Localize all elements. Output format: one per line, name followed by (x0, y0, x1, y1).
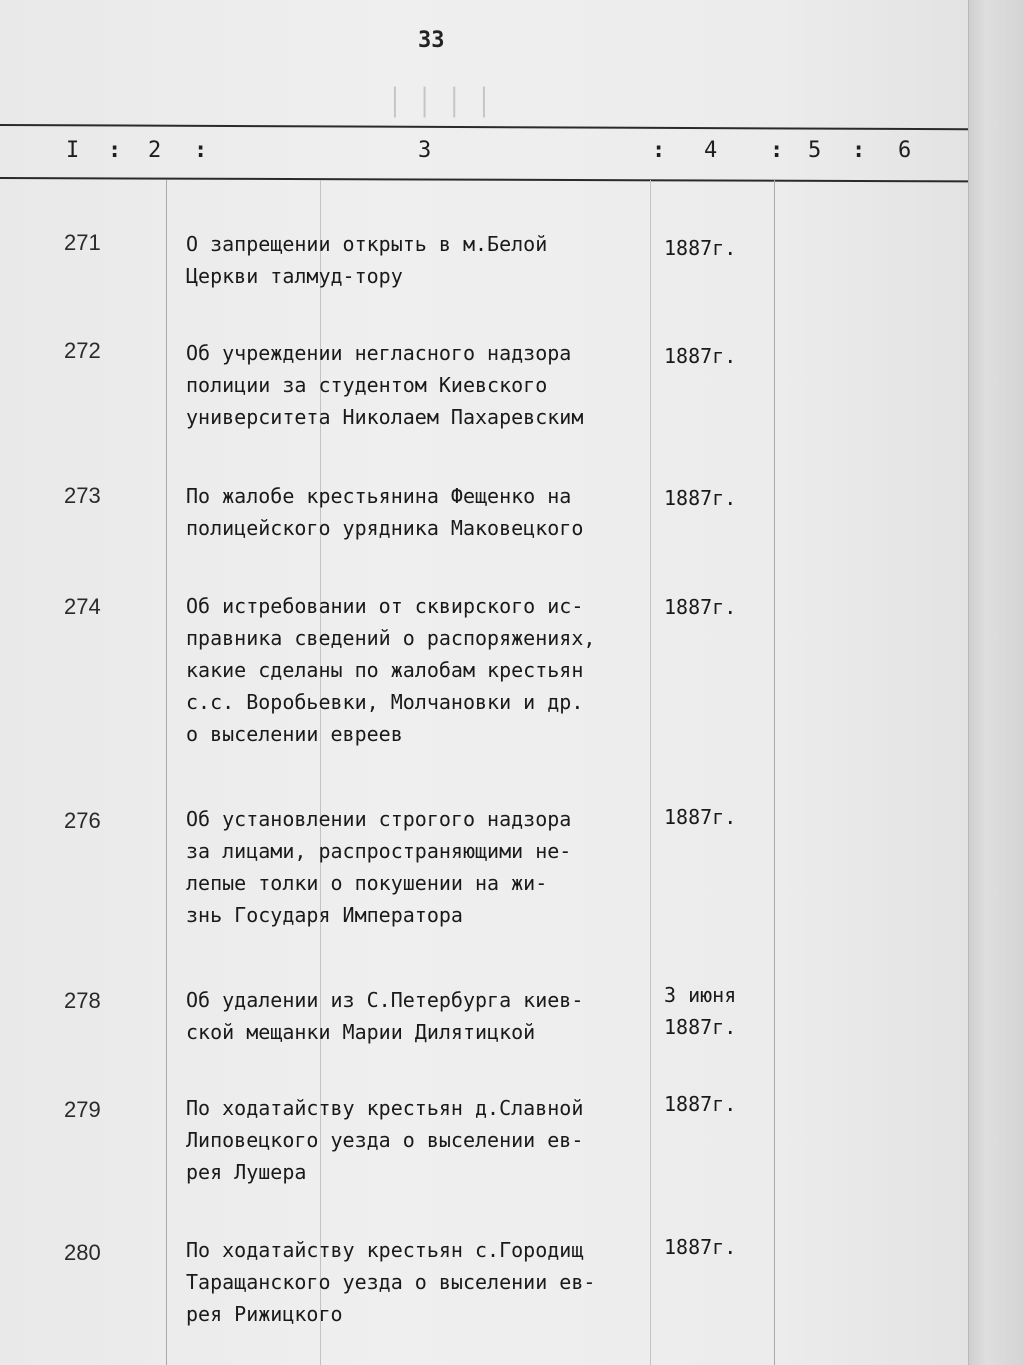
record-title: Об удалении из С.Петербурга киев- ской мещанки Марии Дилятицкой (186, 988, 584, 1044)
record-title: Об установлении строгого надзора за лицами, распространяющими не- лепые толки о покушении на жи- знь Государя Императора (186, 807, 572, 927)
record-title: По ходатайству крестьян д.Славной Липовецкого уезда о выселении ев- рея Лушера (186, 1096, 584, 1184)
page-edge-shadow (968, 0, 1024, 1365)
record-number: 276 (64, 808, 101, 833)
header-column-6: 6 (898, 138, 912, 163)
header-column-2: 2 (148, 138, 162, 163)
record-title: Об истребовании от сквирского ис- правника сведений о распоряжениях, какие сделаны по жалобам крестьян с.с. Воробьевки, Молчановки и др. о выселении евреев (186, 594, 596, 746)
record-date: 1887г. (664, 595, 737, 619)
record-title: По ходатайству крестьян с.Городищ Таращанского уезда о выселении ев- рея Рижицкого (186, 1238, 596, 1326)
header-top-rule (0, 124, 968, 130)
record-number: 272 (64, 338, 101, 363)
record-title: О запрещении открыть в м.Белой Церкви талмуд-тору (186, 232, 548, 288)
record-date: 1887г. (664, 805, 737, 829)
record-number: 274 (64, 594, 101, 619)
header-separator: : (652, 138, 666, 163)
record-number: 273 (64, 483, 101, 508)
column-divider (166, 180, 167, 1365)
header-column-1: I (66, 138, 80, 163)
header-separator: : (108, 138, 122, 163)
header-separator: : (194, 138, 208, 163)
record-number: 278 (64, 988, 101, 1013)
record-date: 1887г. (664, 344, 737, 368)
bleed-through-mark: ▕▕▕▕ (380, 88, 499, 118)
header-bottom-rule (0, 177, 968, 182)
record-date: 1887г. (664, 236, 737, 260)
header-column-5: 5 (808, 138, 822, 163)
record-date: 1887г. (664, 1235, 737, 1259)
record-number: 271 (64, 230, 101, 255)
record-date: 3 июня 1887г. (664, 983, 737, 1039)
record-number: 280 (64, 1240, 101, 1265)
record-date: 1887г. (664, 486, 737, 510)
header-column-4: 4 (704, 138, 718, 163)
header-column-3: 3 (418, 138, 432, 163)
header-separator: : (852, 138, 866, 163)
page-number: 33 (418, 28, 445, 53)
record-date: 1887г. (664, 1092, 737, 1116)
column-divider (774, 180, 775, 1365)
header-separator: : (770, 138, 784, 163)
record-title: Об учреждении негласного надзора полиции за студентом Киевского университета Николаем Пахаревским (186, 341, 584, 429)
record-number: 279 (64, 1097, 101, 1122)
record-title: По жалобе крестьянина Фещенко на полицейского урядника Маковецкого (186, 484, 584, 540)
